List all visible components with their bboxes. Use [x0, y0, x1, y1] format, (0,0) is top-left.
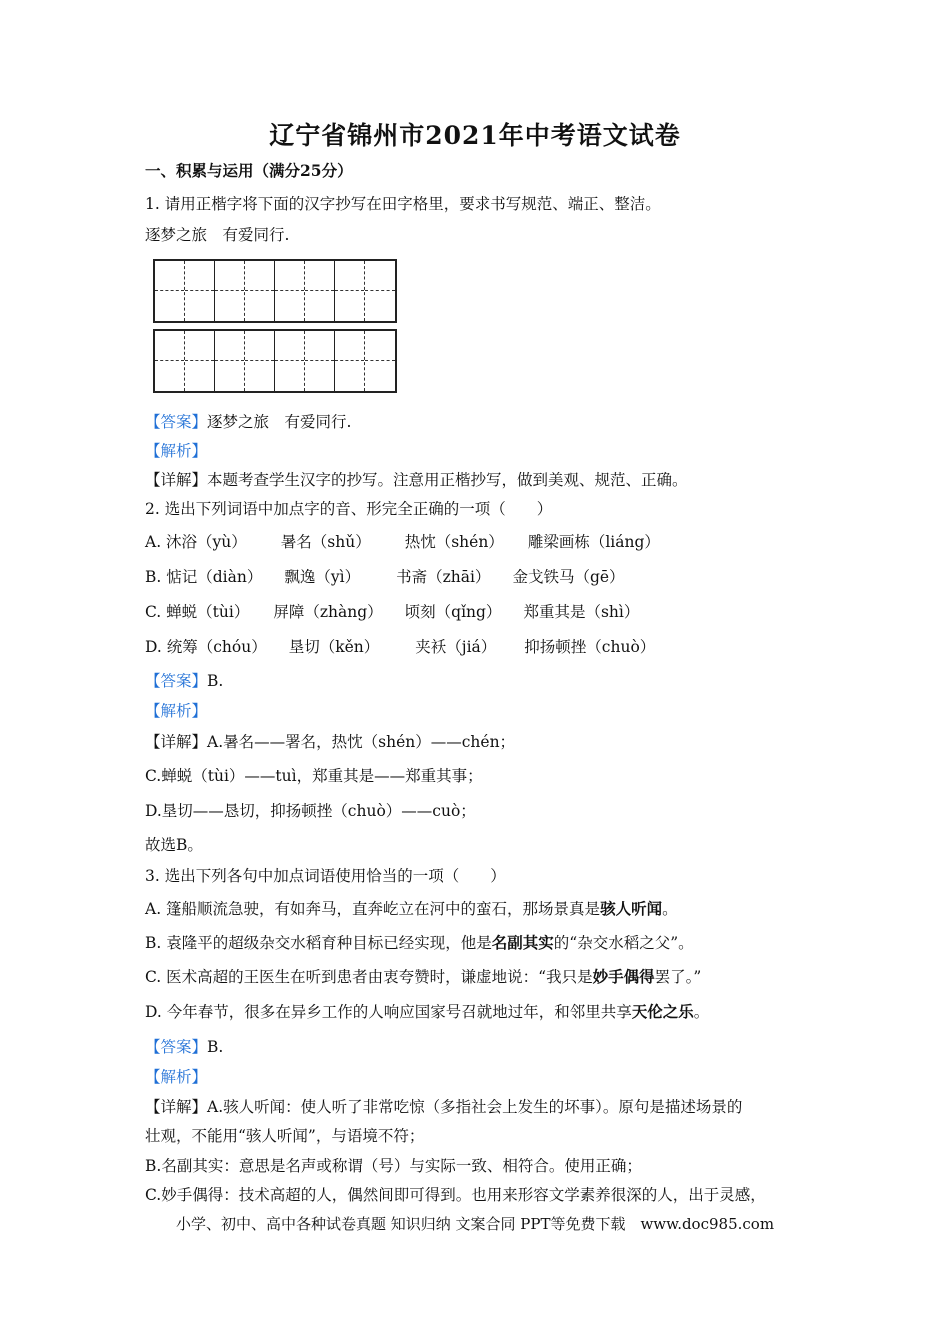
q3-answer: 【答案】B.: [145, 1038, 224, 1056]
page-title: 辽宁省锦州市2021年中考语文试卷: [269, 121, 681, 150]
q2-answer: 【答案】B.: [145, 672, 224, 690]
q3-detail-b: B.名副其实：意思是名声或称谓（号）与实际一致、相符合。使用正确；: [145, 1157, 642, 1175]
q3-detail-a-1: 【详解】A.骇人听闻：使人听了非常吃惊（多指社会上发生的坏事）。原句是描述场景的: [145, 1098, 743, 1116]
q3-option-b: B. 袁隆平的超级杂交水稻育种目标已经实现，他是名副其实的“杂交水稻之父”。: [145, 933, 694, 952]
q1-detail: 【详解】本题考查学生汉字的抄写。注意用正楷抄写，做到美观、规范、正确。: [145, 471, 688, 489]
q3-detail-c: C.妙手偶得：技术高超的人，偶然间即可得到。也用来形容文学素养很深的人，出于灵感，: [145, 1186, 766, 1204]
q3-option-a: A. 篷船顺流急驶，有如奔马，直奔屹立在河中的蛮石，那场景真是骇人听闻。: [145, 899, 678, 918]
q2-conclusion: 故选B。: [145, 836, 203, 854]
q2-detail-1: 【详解】A.暑名——署名，热忱（shén）——chén；: [145, 733, 516, 751]
section-heading: 一、积累与运用（满分25分）: [145, 161, 353, 180]
q2-option-c: C. 蝉蜕（tùi） 屏障（zhàng） 顷刻（qǐng） 郑重其是（shì）: [145, 603, 640, 621]
q2-option-a: A. 沐浴（yù） 暑名（shǔ） 热忱（shén） 雕梁画栋（liáng）: [145, 533, 660, 551]
q3-stem: 3. 选出下列各句中加点词语使用恰当的一项（ ）: [145, 867, 506, 885]
q1-stem: 1. 请用正楷字将下面的汉字抄写在田字格里，要求书写规范、端正、整洁。: [145, 195, 661, 213]
q2-analysis: 【解析】: [145, 702, 208, 720]
q1-phrase: 逐梦之旅 有爱同行.: [145, 226, 290, 244]
tianzige-grid-row-2: [153, 329, 397, 393]
q2-option-d: D. 统筹（chóu） 垦切（kěn） 夹袄（jiá） 抑扬顿挫（chuò）: [145, 638, 656, 656]
q2-detail-3: D.垦切——恳切，抑扬顿挫（chuò）——cuò；: [145, 802, 476, 820]
q2-stem: 2. 选出下列词语中加点字的音、形完全正确的一项（ ）: [145, 500, 553, 518]
q3-option-d: D. 今年春节，很多在异乡工作的人响应国家号召就地过年，和邻里共享天伦之乐。: [145, 1002, 710, 1021]
q3-detail-a-2: 壮观，不能用“骇人听闻”，与语境不符；: [145, 1127, 425, 1145]
q3-option-c: C. 医术高超的王医生在听到患者由衷夸赞时，谦虚地说：“我只是妙手偶得罢了。”: [145, 967, 702, 986]
q2-detail-2: C.蝉蜕（tùi）——tuì，郑重其是——郑重其事；: [145, 767, 483, 785]
q1-analysis: 【解析】: [145, 442, 208, 460]
q3-analysis: 【解析】: [145, 1068, 208, 1086]
q1-answer: 【答案】逐梦之旅 有爱同行.: [145, 413, 352, 431]
page-footer: 小学、初中、高中各种试卷真题 知识归纳 文案合同 PPT等免费下载 www.doc985.com: [175, 1215, 775, 1233]
tianzige-grid-row-1: [153, 259, 397, 323]
q2-option-b: B. 惦记（diàn） 飘逸（yì） 书斋（zhāi） 金戈铁马（gē）: [145, 568, 625, 586]
